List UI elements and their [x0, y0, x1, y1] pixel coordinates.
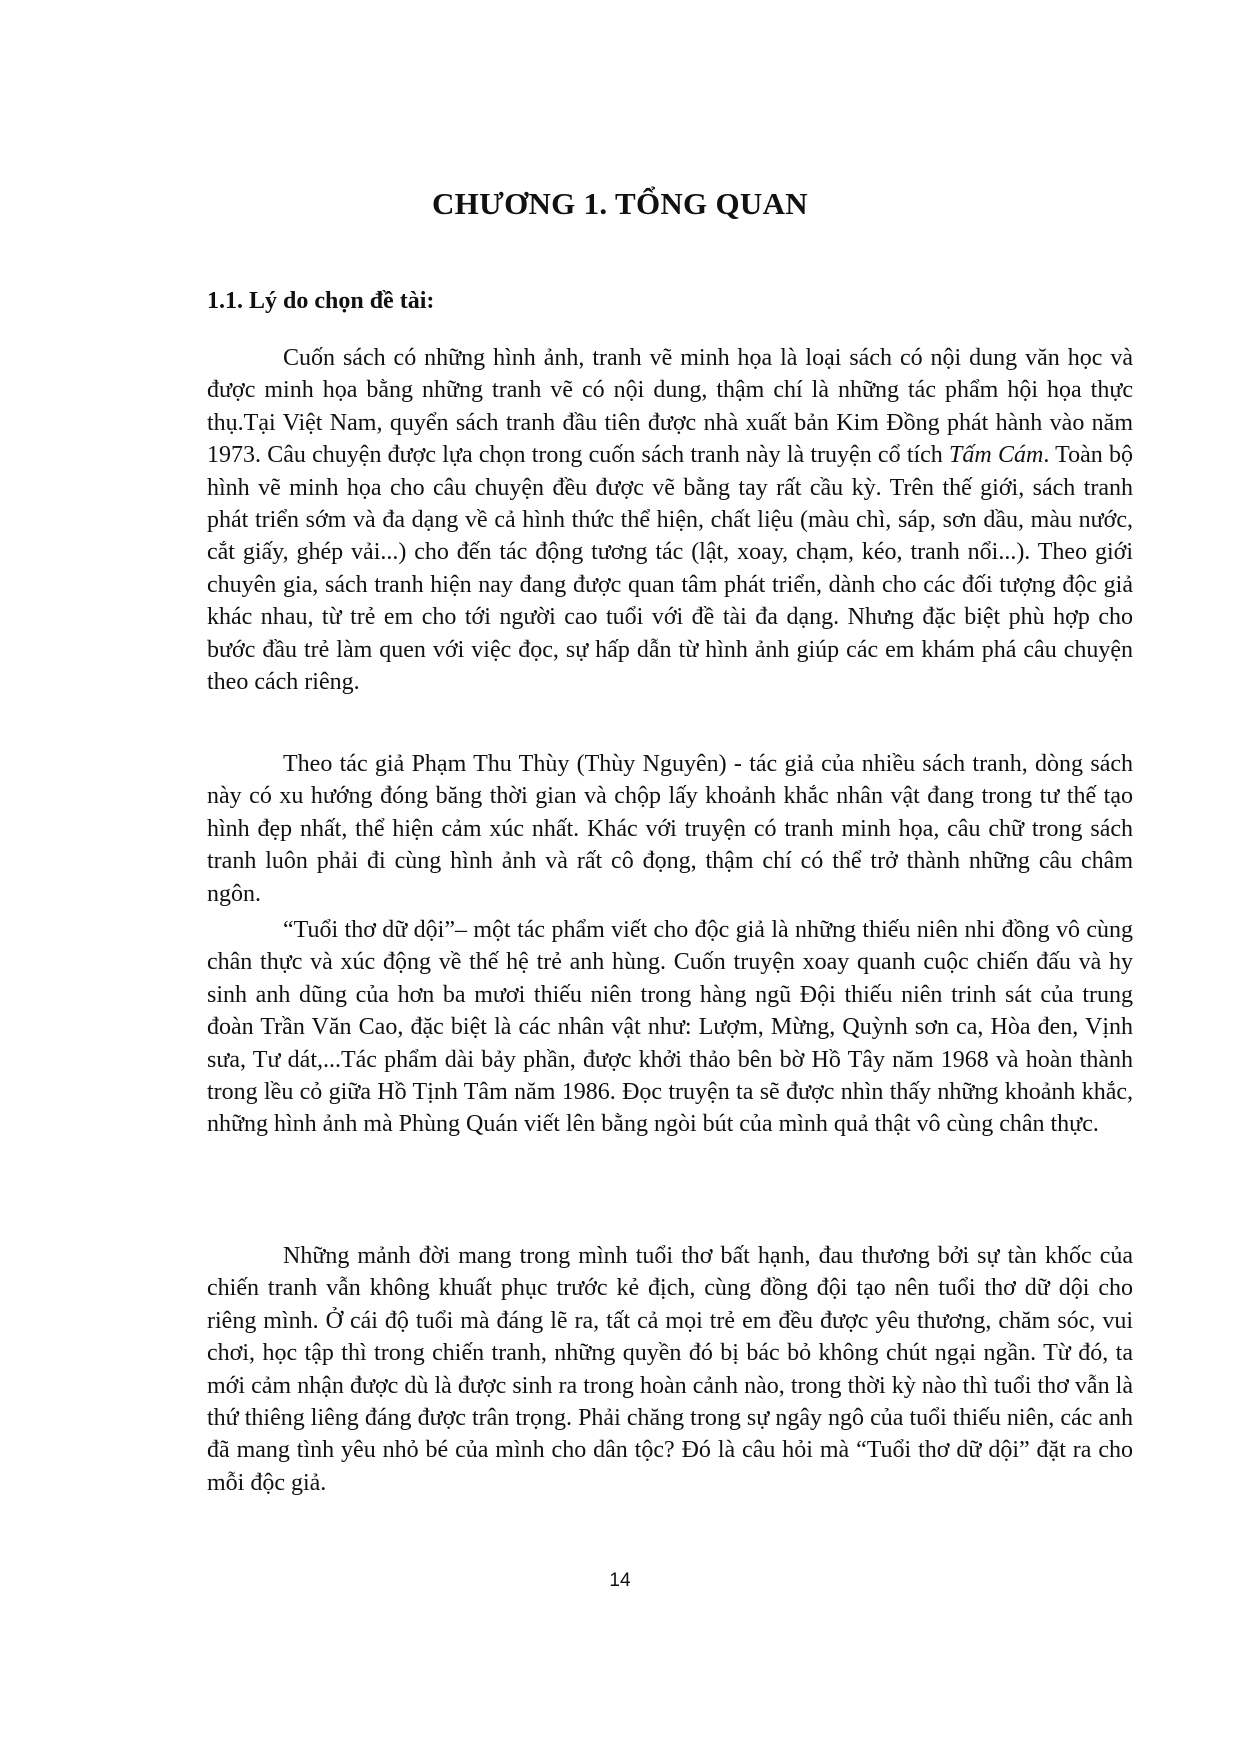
- paragraph-1-text-start: Cuốn sách có những hình ảnh, tranh vẽ minh họa là loại sách có nội dung văn học và được minh họa bằng những tranh vẽ có nội dung, thậm chí là những tác phẩm hội họa thực thụ.Tại Việt Nam, quyển sách tranh đầu tiên được nhà xuất bản Kim Đồng phát hành vào năm 1973. Câu chuyện được lựa chọn trong cuốn sách tranh này là truyện cổ tích: [207, 345, 1133, 469]
- paragraph-1-text-end: . Toàn bộ hình vẽ minh họa cho câu chuyện đều được vẽ bằng tay rất cầu kỳ. Trên thế giới, sách tranh phát triển sớm và đa dạng về cả hình thức thể hiện, chất liệu (màu chì, sáp, sơn dầu, màu nước, cắt giấy, ghép vải...) cho đến tác động tương tác (lật, xoay, chạm, kéo, tranh nổi...). Theo giới chuyên gia, sách tranh hiện nay đang được quan tâm phát triển, dành cho các đối tượng độc giả khác nhau, từ trẻ em cho tới người cao tuổi với đề tài đa dạng. Nhưng đặc biệt phù hợp cho bước đầu trẻ làm quen với việc đọc, sự hấp dẫn từ hình ảnh giúp các em khám phá câu chuyện theo cách riêng.: [207, 442, 1133, 696]
- paragraph-1: [207, 342, 1133, 698]
- book-title-italic: Tấm Cám: [949, 442, 1044, 469]
- chapter-title: CHƯƠNG 1. TỔNG QUAN: [432, 186, 808, 221]
- page-number: 14: [609, 1570, 631, 1591]
- paragraph-4-text: Những mảnh đời mang trong mình tuổi thơ bất hạnh, đau thương bởi sự tàn khốc của chiến tranh vẫn không khuất phục trước kẻ địch, cùng đồng đội tạo nên tuổi thơ dữ dội cho riêng mình. Ở cái độ tuổi mà đáng lẽ ra, tất cả mọi trẻ em đều được yêu thương, chăm sóc, vui chơi, học tập thì trong chiến tranh, những quyền đó bị bác bỏ không chút ngại ngần. Từ đó, ta mới cảm nhận được dù là được sinh ra trong hoàn cảnh nào, trong thời kỳ nào thì tuổi thơ vẫn là thứ thiêng liêng đáng được trân trọng. Phải chăng trong sự ngây ngô của tuổi thiếu niên, các anh đã mang tình yêu nhỏ bé của mình cho dân tộc? Đó là câu hỏi mà “Tuổi thơ dữ dội” đặt ra cho mỗi độc giả.: [207, 1243, 1133, 1496]
- section-heading: 1.1. Lý do chọn đề tài:: [207, 288, 435, 314]
- paragraph-3: [207, 914, 1133, 1141]
- paragraph-4: [207, 1240, 1133, 1499]
- paragraph-3-text: “Tuổi thơ dữ dội”– một tác phẩm viết cho độc giả là những thiếu niên nhi đồng vô cùng chân thực và xúc động về thế hệ trẻ anh hùng. Cuốn truyện xoay quanh cuộc chiến đấu và hy sinh anh dũng của hơn ba mươi thiếu niên trong hàng ngũ Đội thiếu niên trinh sát của trung đoàn Trần Văn Cao, đặc biệt là các nhân vật như: Lượm, Mừng, Quỳnh sơn ca, Hòa đen, Vịnh sưa, Tư dát,...Tác phẩm dài bảy phần, được khởi thảo bên bờ Hồ Tây năm 1968 và hoàn thành trong lều cỏ giữa Hồ Tịnh Tâm năm 1986. Đọc truyện ta sẽ được nhìn thấy những khoảnh khắc, những hình ảnh mà Phùng Quán viết lên bằng ngòi bút của mình quả thật vô cùng chân thực.: [207, 917, 1133, 1138]
- paragraph-2-text: Theo tác giả Phạm Thu Thùy (Thùy Nguyên) - tác giả của nhiều sách tranh, dòng sách này có xu hướng đóng băng thời gian và chộp lấy khoảnh khắc nhân vật đang trong tư thế tạo hình đẹp nhất, thể hiện cảm xúc nhất. Khác với truyện có tranh minh họa, câu chữ trong sách tranh luôn phải đi cùng hình ảnh và rất cô đọng, thậm chí có thể trở thành những câu châm ngôn.: [207, 751, 1133, 907]
- paragraph-2: [207, 748, 1133, 910]
